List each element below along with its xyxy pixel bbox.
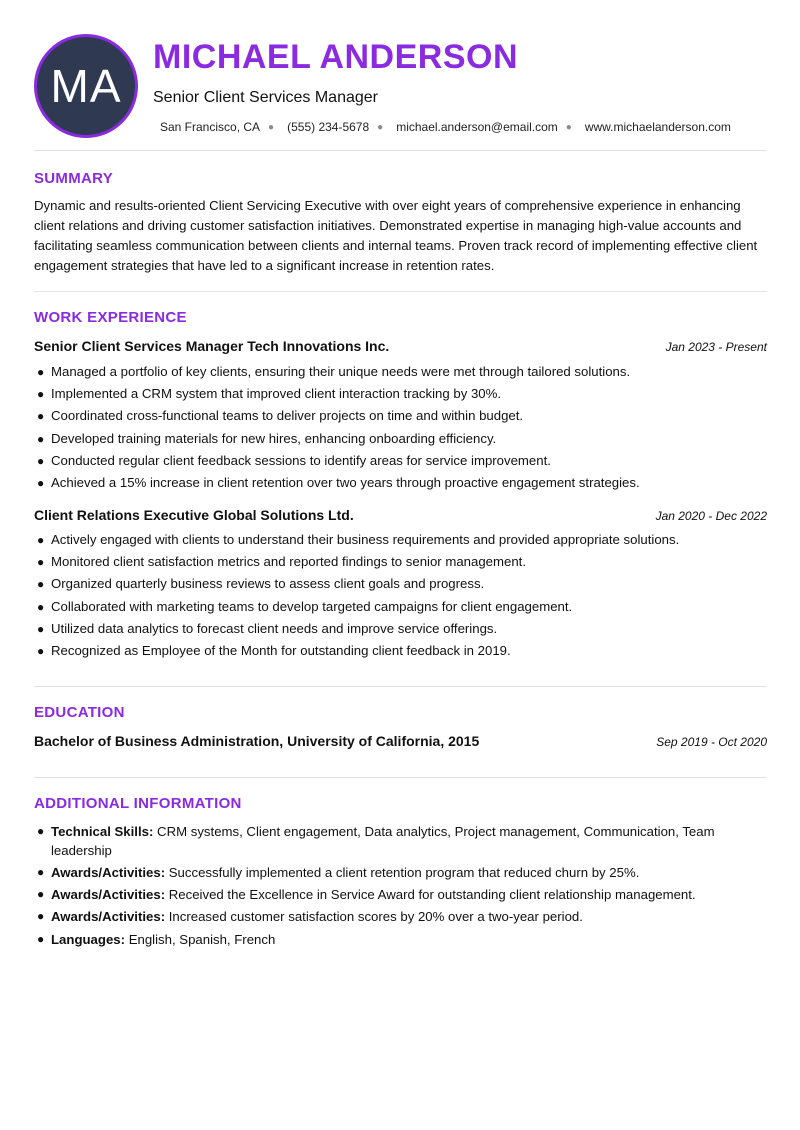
list-item <box>34 885 767 904</box>
bullet-icon: ● <box>37 909 45 923</box>
bullet-text: Developed training materials for new hires, enhancing onboarding efficiency. <box>51 430 497 446</box>
bullet-icon: ● <box>37 533 45 547</box>
item-label: Languages: <box>51 932 126 947</box>
bullet-icon: ● <box>37 476 45 491</box>
list-item <box>34 361 767 383</box>
job-bullets <box>34 529 767 662</box>
job-title: Client Relations Executive Global Solutions Ltd. <box>34 507 354 523</box>
list-item <box>34 930 767 949</box>
item-text: Received the Excellence in Service Award for outstanding client relationship management. <box>168 887 696 902</box>
candidate-name: MICHAEL ANDERSON <box>153 38 519 76</box>
bullet-icon: ● <box>37 644 45 659</box>
job-dates: Jan 2023 - Present <box>665 340 767 354</box>
bullet-text: Achieved a 15% increase in client retention over two years through proactive engagement strategies. <box>51 475 640 491</box>
additional-heading: ADDITIONAL INFORMATION <box>34 795 242 812</box>
bullet-icon: ● <box>37 887 45 901</box>
contact-email[interactable]: michael.anderson@email.com <box>396 120 558 134</box>
bullet-text: Collaborated with marketing teams to develop targeted campaigns for client engagement. <box>51 598 573 614</box>
bullet-text: Actively engaged with clients to understand their business requirements and provided appropriate solutions. <box>51 532 680 547</box>
candidate-title: Senior Client Services Manager <box>153 89 378 106</box>
item-text: Successfully implemented a client retention program that reduced churn by 25%. <box>168 865 640 880</box>
job-bullets <box>34 361 767 494</box>
divider <box>34 291 767 292</box>
divider <box>34 150 767 151</box>
list-item <box>34 450 767 472</box>
separator-dot-icon: ● <box>565 121 572 133</box>
list-item <box>34 405 767 427</box>
contact-website[interactable]: www.michaelanderson.com <box>584 120 731 134</box>
bullet-text: Conducted regular client feedback sessions to identify areas for service improvement. <box>51 452 551 468</box>
bullet-text: Managed a portfolio of key clients, ensuring their unique needs were met through tailored solutions. <box>51 364 631 379</box>
bullet-icon: ● <box>37 599 45 614</box>
list-item <box>34 573 767 595</box>
avatar-initials: MA <box>50 60 122 112</box>
bullet-text: Monitored client satisfaction metrics and reported findings to senior management. <box>51 554 526 570</box>
item-text: English, Spanish, French <box>128 932 276 947</box>
list-item <box>34 383 767 405</box>
bullet-icon: ● <box>37 555 45 570</box>
contact-phone: (555) 234-5678 <box>287 120 370 134</box>
list-item <box>34 640 767 662</box>
summary-heading: SUMMARY <box>34 170 114 187</box>
job-header <box>34 507 767 523</box>
divider <box>34 777 767 778</box>
job-title: Senior Client Services Manager Tech Innovations Inc. <box>34 338 390 354</box>
job-header <box>34 338 767 354</box>
separator-dot-icon: ● <box>268 121 275 133</box>
job-dates: Jan 2020 - Dec 2022 <box>655 509 767 523</box>
bullet-text: Organized quarterly business reviews to assess client goals and progress. <box>51 576 485 592</box>
list-item <box>34 529 767 551</box>
separator-dot-icon: ● <box>377 121 384 133</box>
item-label: Awards/Activities: <box>51 909 166 924</box>
list-item <box>34 618 767 640</box>
item-label: Awards/Activities: <box>51 865 166 880</box>
item-label: Technical Skills: <box>51 824 154 839</box>
degree: Bachelor of Business Administration, University of California, 2015 <box>34 733 480 749</box>
bullet-icon: ● <box>37 577 45 592</box>
bullet-text: Recognized as Employee of the Month for outstanding client feedback in 2019. <box>51 643 511 659</box>
list-item <box>34 863 767 882</box>
bullet-icon: ● <box>37 865 45 879</box>
bullet-icon: ● <box>37 387 45 402</box>
bullet-icon: ● <box>37 409 45 424</box>
summary-text: Dynamic and results-oriented Client Servicing Executive with over eight years of comprehensive experience in enhancing client relations and driving customer satisfaction initiatives. Demonstrated expertise in managing high-value accounts and facilitating seamless communication between clients and internal teams. Proven track record of implementing effective client engagement strategies that have led to a significant increase in retention rates. <box>34 198 758 273</box>
education-dates: Sep 2019 - Oct 2020 <box>656 735 767 749</box>
education-heading: EDUCATION <box>34 704 125 721</box>
divider <box>34 686 767 687</box>
education-entry <box>34 733 767 749</box>
bullet-icon: ● <box>37 824 45 838</box>
list-item <box>34 907 767 926</box>
item-text: Increased customer satisfaction scores by 20% over a two-year period. <box>168 909 583 924</box>
contact-location: San Francisco, CA <box>160 120 261 134</box>
contact-bar <box>160 120 731 134</box>
bullet-text: Implemented a CRM system that improved client interaction tracking by 30%. <box>51 386 502 402</box>
list-item <box>34 428 767 450</box>
list-item <box>34 596 767 618</box>
bullet-text: Coordinated cross-functional teams to deliver projects on time and within budget. <box>51 408 524 424</box>
bullet-icon: ● <box>37 932 45 946</box>
additional-list <box>34 822 767 952</box>
list-item <box>34 822 767 860</box>
bullet-icon: ● <box>37 365 45 379</box>
bullet-icon: ● <box>37 621 45 636</box>
bullet-icon: ● <box>37 453 45 468</box>
list-item <box>34 551 767 573</box>
avatar <box>34 34 138 138</box>
bullet-text: Utilized data analytics to forecast client needs and improve service offerings. <box>51 620 498 636</box>
item-label: Awards/Activities: <box>51 887 166 902</box>
bullet-icon: ● <box>37 431 45 446</box>
experience-heading: WORK EXPERIENCE <box>34 309 187 326</box>
list-item <box>34 472 767 494</box>
item-text: CRM systems, Client engagement, Data analytics, Project management, Communication, Team leadership <box>51 824 715 858</box>
